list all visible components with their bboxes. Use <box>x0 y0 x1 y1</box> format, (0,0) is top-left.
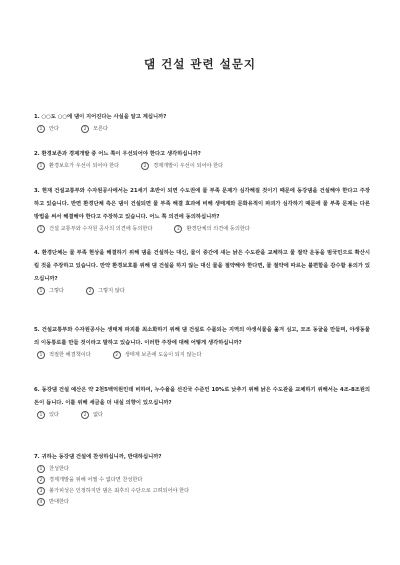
option-number-icon: 1 <box>37 411 45 419</box>
answer-option[interactable] <box>37 410 59 421</box>
answer-option[interactable] <box>37 286 64 297</box>
option-label: 경제개발을 위해 어쩔 수 없다면 찬성한다 <box>49 477 143 483</box>
question-4 <box>34 247 370 297</box>
answer-option[interactable] <box>37 161 119 172</box>
option-label: 적절한 해결책이다 <box>49 352 91 358</box>
option-label: 없다 <box>93 412 104 418</box>
answer-option[interactable] <box>37 124 59 135</box>
option-number-icon: 1 <box>37 287 45 295</box>
option-number-icon: 2 <box>81 411 89 419</box>
option-number-icon: 2 <box>37 476 45 484</box>
question-6 <box>34 384 370 421</box>
answer-option[interactable] <box>37 497 348 508</box>
option-number-icon: 1 <box>37 225 45 233</box>
option-label: 찬성한다 <box>49 466 70 472</box>
option-number-icon: 1 <box>37 351 45 359</box>
page-title: 댐 건설 관련 설문지 <box>144 57 256 71</box>
answer-options <box>34 350 370 361</box>
question-text: 7. 귀하는 동강댐 건설에 찬성하십니까, 반대하십니까? <box>34 454 162 460</box>
answer-options <box>34 161 370 172</box>
answer-options <box>34 224 370 235</box>
answer-option[interactable] <box>37 464 348 475</box>
answer-option[interactable] <box>37 486 348 497</box>
question-1 <box>34 111 370 135</box>
question-text: 1. ○○도 ○○에 댐이 지어진다는 사실을 알고 계십니까? <box>34 114 167 120</box>
answer-option[interactable] <box>81 410 103 421</box>
option-number-icon: 1 <box>37 125 45 133</box>
option-number-icon: 1 <box>37 465 45 473</box>
question-5 <box>34 324 370 361</box>
option-label: 건설 교통부와 수자원 공사의 의견에 동의한다 <box>49 226 153 232</box>
question-3 <box>34 185 370 235</box>
answer-option[interactable] <box>174 224 249 235</box>
option-label: 그렇지 않다 <box>98 288 125 294</box>
answer-option[interactable] <box>141 161 223 172</box>
answer-option[interactable] <box>86 286 125 297</box>
option-number-icon: 2 <box>113 351 121 359</box>
option-label: 생태계 보존에 도움이 되지 않는다 <box>124 352 202 358</box>
question-text: 4. 환경단체는 물 부족 현상을 해결하기 위해 댐을 건설하는 대신, 물이 중간에 새는 낡은 수도관을 교체하고 물 절약 운동을 범국민으로 확산시킬 것을 주장하고 있습니다. 만약 환경보호를 위해 댐 건설을 하지 않는 대신 물을 절약해야 한다면, 물 절약에 따르는 불편함을 감수할 용의가 있으십니까? <box>34 250 370 282</box>
question-7 <box>34 451 370 508</box>
option-label: 환경보호가 우선이 되어야 한다 <box>49 163 120 169</box>
question-text: 6. 동강댐 건설 예산은 약 2천5백억원인데 비하여, 누수율을 선진국 수준인 10%로 낮추기 위해 낡은 수도관을 교체하기 위해서는 4조-8조원의 돈이 듭니다. 이를 위해 세금을 더 내실 의향이 있으십니까? <box>34 387 370 406</box>
answer-options <box>34 464 370 508</box>
option-number-icon: 2 <box>174 225 182 233</box>
option-number-icon: 2 <box>86 287 94 295</box>
option-label: 모른다 <box>93 126 109 132</box>
question-text: 3. 현재 건설교통부와 수자원공사에서는 21세기 초반이 되면 수도권에 물 부족 문제가 심각해질 것이기 때문에 동강댐을 건설해야 한다고 주장하고 있습니다. 반면 환경단체 측은 댐이 건설되면 물 부족 해결 효과에 비해 생태계와 문화유적이 파괴가 심각하기 때문에 물 부족 문제는 다른 방법을 써서 해결해야 한다고 주장하고 있습니다. 어느 쪽 의견에 동의하십니까? <box>34 188 370 220</box>
option-label: 안다 <box>49 126 60 132</box>
option-label: 경제개발이 우선이 되어야 한다 <box>153 163 224 169</box>
option-number-icon: 3 <box>37 487 45 495</box>
option-number-icon: 2 <box>141 162 149 170</box>
answer-options <box>34 286 370 297</box>
answer-option[interactable] <box>113 350 202 361</box>
option-label: 환경단체의 의견에 동의한다 <box>186 226 250 232</box>
option-label: 있다 <box>49 412 60 418</box>
option-number-icon: 1 <box>37 162 45 170</box>
answer-option[interactable] <box>81 124 108 135</box>
question-2 <box>34 148 370 172</box>
option-label: 반대한다 <box>49 499 70 505</box>
option-number-icon: 4 <box>37 498 45 506</box>
question-text: 2. 환경보존과 경제개발 중 어느 쪽이 우선되어야 한다고 생각하십니까? <box>34 151 201 157</box>
option-label: 그렇다 <box>49 288 65 294</box>
answer-option[interactable] <box>37 224 152 235</box>
answer-options <box>34 124 370 135</box>
question-text: 5. 건설교통부와 수자원공사는 생태계 파괴를 최소화하기 위해 댐 건설로 수몰되는 지역의 야생식물을 옮겨 심고, 모조 동굴을 만들며, 야생동물의 이동통로를 만들 것이라고 말하고 있습니다. 이러한 주장에 대해 어떻게 생각하십니까? <box>34 327 370 346</box>
answer-option[interactable] <box>37 350 91 361</box>
option-label: 불가피성은 인정하지만 댐은 최후의 수단으로 고려되어야 한다 <box>49 488 190 494</box>
answer-options <box>34 410 370 421</box>
answer-option[interactable] <box>37 475 348 486</box>
option-number-icon: 2 <box>81 125 89 133</box>
